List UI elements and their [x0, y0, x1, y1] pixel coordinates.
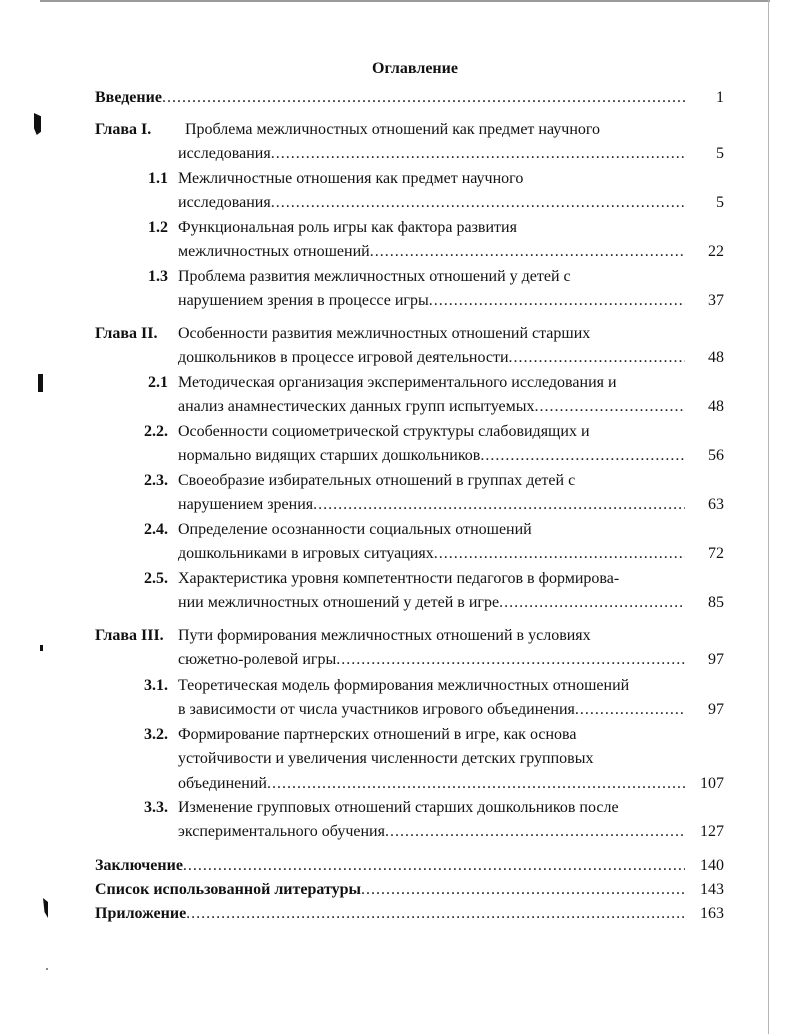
section-title: Особенности социометрической структуры слабовидящих и: [178, 423, 590, 440]
leader-dots: [183, 855, 685, 877]
toc-page-number: 5: [716, 145, 724, 162]
section-title-last-line: нормально видящих старших дошкольников .....: [178, 445, 685, 467]
section-title: Формирование партнерских отношений в игре, как основа: [178, 726, 577, 743]
section-title: Своеобразие избирательных отношений в группах детей с: [178, 472, 576, 489]
section-title: Теоретическая модель формирования межличностных отношений: [178, 677, 630, 694]
section-number: 1.3: [148, 268, 168, 285]
toc-entry-appendix: Приложение .....: [95, 903, 685, 925]
toc-page-number: 163: [700, 905, 724, 922]
toc-page-number: 63: [708, 496, 724, 513]
section-title: Изменение групповых отношений старших дошкольников после: [178, 799, 619, 816]
scan-mark: [40, 645, 43, 651]
toc-page-number: 127: [700, 823, 724, 840]
scan-speck: [46, 968, 48, 970]
toc-entry-text: Введение: [95, 89, 162, 106]
section-title-last-line: экспериментального обучения .....: [178, 821, 685, 843]
toc-entry-conclusion: Заключение .....: [95, 855, 685, 877]
leader-dots: [575, 699, 685, 721]
section-number: 3.3.: [144, 799, 168, 816]
chapter-title-last-line: дошкольников в процессе игровой деятельности .....: [178, 347, 685, 369]
scan-mark: [43, 898, 48, 918]
chapter-title-last-line: исследования .....: [178, 143, 685, 165]
toc-page-number: 72: [708, 545, 724, 562]
chapter-title: Пути формирования межличностных отношений в условиях: [178, 627, 591, 644]
section-number: 2.1: [148, 374, 168, 391]
toc-page-number: 85: [708, 594, 724, 611]
scan-edge-right: [768, 0, 769, 1034]
section-title-last-line: нарушением зрения .....: [178, 494, 685, 516]
section-title: Методическая организация экспериментального исследования и: [178, 374, 617, 391]
chapter-label: Глава I.: [95, 121, 152, 138]
toc-page-number: 97: [708, 651, 724, 668]
toc-page-number: 5: [716, 194, 724, 211]
leader-dots: [534, 396, 685, 418]
leader-dots: [336, 649, 685, 671]
scan-mark: [34, 113, 41, 135]
section-number: 2.3.: [144, 472, 168, 489]
toc-page-number: 107: [700, 775, 724, 792]
section-number: 3.2.: [144, 726, 168, 743]
section-number: 1.1: [148, 170, 168, 187]
toc-page-number: 56: [708, 447, 724, 464]
section-title-last-line: в зависимости от числа участников игрового объединения .....: [178, 699, 685, 721]
section-title: Межличностные отношения как предмет научного: [178, 170, 524, 187]
section-number: 2.4.: [144, 521, 168, 538]
section-title: устойчивости и увеличения численности детских групповых: [178, 750, 594, 767]
leader-dots: [434, 543, 685, 565]
chapter-label: Глава II.: [95, 325, 158, 342]
leader-dots: [480, 445, 685, 467]
toc-entry-references: Список использованной литературы .....: [95, 879, 685, 901]
toc-page-number: 48: [708, 398, 724, 415]
toc-page-number: 48: [708, 349, 724, 366]
leader-dots: [509, 347, 685, 369]
section-title-last-line: дошкольниками в игровых ситуациях .....: [178, 543, 685, 565]
leader-dots: [267, 773, 685, 795]
section-number: 2.5.: [144, 570, 168, 587]
toc-page-number: 1: [716, 89, 724, 106]
section-title-last-line: межличностных отношений .....: [178, 241, 685, 263]
chapter-title: Проблема межличностных отношений как предмет научного: [185, 121, 601, 138]
section-title-last-line: нии межличностных отношений у детей в игре .....: [178, 592, 685, 614]
section-title: Характеристика уровня компетентности педагогов в формирова-: [178, 570, 620, 587]
scan-edge-top: [40, 0, 770, 2]
toc-page-number: 140: [700, 857, 724, 874]
chapter-title-last-line: сюжетно-ролевой игры .....: [178, 649, 685, 671]
chapter-title: Особенности развития межличностных отношений старших: [178, 325, 591, 342]
section-title-last-line: объединений .....: [178, 773, 685, 795]
section-number: 1.2: [148, 219, 168, 236]
section-number: 3.1.: [144, 677, 168, 694]
section-title: Проблема развития межличностных отношений у детей с: [178, 268, 571, 285]
leader-dots: [385, 821, 685, 843]
section-title-last-line: нарушением зрения в процессе игры .....: [178, 290, 685, 312]
section-title-last-line: анализ анамнестических данных групп испытуемых .....: [178, 396, 685, 418]
section-title: Определение осознанности социальных отношений: [178, 521, 532, 538]
leader-dots: [162, 87, 685, 109]
leader-dots: [271, 143, 685, 165]
chapter-label: Глава III.: [95, 627, 164, 644]
section-title: Функциональная роль игры как фактора развития: [178, 219, 517, 236]
section-title-last-line: исследования .....: [178, 192, 685, 214]
section-number: 2.2.: [144, 423, 168, 440]
toc-page-number: 143: [700, 881, 724, 898]
toc-entry-intro: [95, 87, 685, 109]
leader-dots: [271, 192, 685, 214]
page-title: Оглавление: [372, 60, 458, 77]
toc-page-number: 97: [708, 701, 724, 718]
leader-dots: [186, 903, 685, 925]
scan-mark: [38, 374, 43, 392]
toc-page-number: 22: [708, 243, 724, 260]
leader-dots: [429, 290, 685, 312]
leader-dots: [499, 592, 685, 614]
toc-page-number: 37: [708, 292, 724, 309]
leader-dots: [370, 241, 685, 263]
leader-dots: [313, 494, 685, 516]
leader-dots: [361, 879, 685, 901]
